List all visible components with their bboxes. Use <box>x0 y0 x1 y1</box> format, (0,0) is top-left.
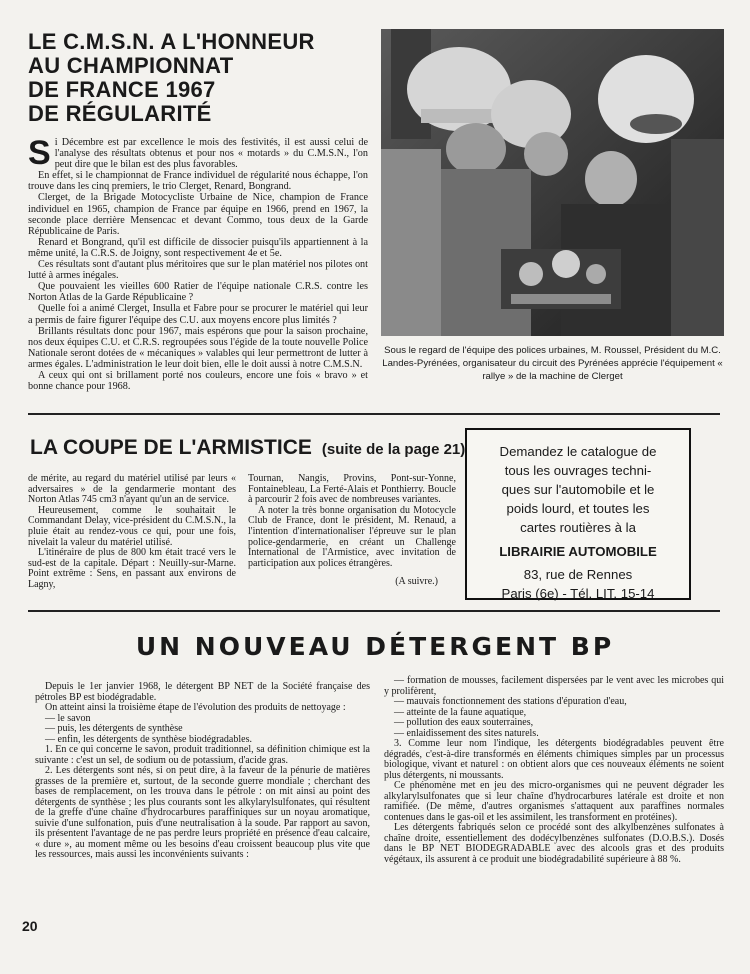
paragraph: de mérite, au regard du matériel utilisé par leurs « adversaires » de la gendarmerie montant des Norton Atlas 745 cm3 n'ayant qu'un an de service. <box>28 473 236 506</box>
list-item: — enlaidissement des sites naturels. <box>394 727 539 739</box>
ad-line: cartes routières à la <box>520 520 636 535</box>
news-photo <box>381 29 724 336</box>
article-headline <box>28 30 348 126</box>
paragraph: Clerget, de la Brigade Motocycliste Urbaine de Nice, champion de France individuel en 1965, champion de France par équipe en 1966, prend en 1967, la seconde place derrière Mensencac et devant Commo, tous deux de la Garde Républicaine de Paris. <box>28 192 368 237</box>
paragraph: Que pouvaient les vieilles 600 Ratier de l'équipe nationale C.R.S. contre les Norton Atlas de la Garde Républicaine ? <box>28 281 368 304</box>
paragraph: Depuis le 1er janvier 1968, le détergent BP NET de la Société française des pétroles BP est biodégradable. <box>35 681 370 703</box>
list-item: — mauvais fonctionnement des stations d'épuration d'eau, <box>394 696 627 707</box>
paragraph: L'itinéraire de plus de 800 km était tracé vers le sud-est de la capitale. Départ : Neuilly-sur-Marne. Point extrême : Sens, en passant aux environs de Lagny, <box>28 547 236 590</box>
photo-illustration <box>381 29 724 336</box>
article-column <box>35 682 370 861</box>
bookstore-advertisement <box>465 428 691 600</box>
article-column <box>28 474 236 591</box>
ad-line: tous les ouvrages techni- <box>504 463 652 478</box>
section-title-row <box>30 436 466 460</box>
headline-line: DE RÉGULARITÉ <box>28 101 212 126</box>
paragraph: 2. Les détergents sont nés, si on peut dire, à la faveur de la pénurie de matières grasses de la première et, surtout, de la seconde guerre mondiale ; cherchant des bases de remplacement, on les trouva dans le pétrole : on mit ainsi au point des détergents de synthèse ; les plus courants sont les alkylarylsulfonates, qui résultent de la greffe d'une chaîne d'hydrocarbures paraffiniques sur un noyau aromatique, suivie d'une sulfonation, puis d'une neutralisation à la soude. Par rapport au savon, ils présentent l'avantage de ne pas perdre leurs propriété en présence d'eau calcaire, « dure », au moment même ou les besoins d'eau croissent beaucoup plus vite que les ressources, mais aussi les inconvénients suivants : <box>35 765 370 860</box>
section-divider <box>28 413 720 415</box>
paragraph: On atteint ainsi la troisième étape de l'évolution des produits de nettoyage : <box>45 702 346 713</box>
article-column <box>248 474 456 588</box>
ad-store-name: LIBRAIRIE AUTOMOBILE <box>499 544 657 559</box>
headline-line: LE C.M.S.N. A L'HONNEUR <box>28 29 315 54</box>
paragraph: Tournan, Nangis, Provins, Pont-sur-Yonne, Fontainebleau, La Ferté-Alais et Ponthierry. Boucle à parcourir 2 fois avec de nombreuses variantes. <box>248 473 456 506</box>
paragraph: Brillants résultats donc pour 1967, mais espérons que pour la saison prochaine, nos deux équipes C.U. et C.R.S. regroupées sous l'égide de la toute nouvelle Police Nationale seront dotées de « mécaniques » valables qui leur permettront de lutter à armes égales. L'administration le leur doit bien, elle le doit aussi à notre C.M.S.N. <box>28 325 368 370</box>
article-body <box>28 134 368 393</box>
list-item: — atteinte de la faune aquatique, <box>394 706 527 718</box>
ad-city-phone: Paris (6e) - Tél. LIT. 15-14 <box>501 586 655 601</box>
headline-line: DE FRANCE 1967 <box>28 77 216 102</box>
list-item: — formation de mousses, facilement dispersées par le vent avec les microbes qui y prolifèrent, <box>384 675 724 697</box>
paragraph: A ceux qui ont si brillament porté nos couleurs, encore une fois « bravo » et bonne chance pour 1968. <box>28 369 368 393</box>
section-divider <box>28 610 720 612</box>
list-item: — puis, les détergents de synthèse <box>45 723 183 734</box>
paragraph: Ces résultats sont d'autant plus méritoires que sur le plan matériel nos pilotes ont lutté à armes inégales. <box>28 259 368 282</box>
paragraph: En effet, si le championnat de France individuel de régularité nous échappe, l'on trouve dans les cinq premiers, le trio Clerget, Renard, Bongrand. <box>28 170 368 193</box>
paragraph: i Décembre est par excellence le mois des festivités, il est aussi celui de l'analyse des résultats obtenus et pour nos « motards » du C.M.S.N., l'on peut dire que le bilan est des plus favorables. <box>54 137 368 171</box>
article-column <box>384 676 724 865</box>
list-item: — pollution des eaux souterraines, <box>394 717 534 728</box>
ad-line: poids lourd, et toutes les <box>506 501 650 516</box>
paragraph: 3. Comme leur nom l'indique, les détergents biodégradables peuvent être dégradés, c'est-à-dire transformés en éléments chimiques simples par un processus biologique, vivant et naturel : on obtient alors que ces nouveaux éléments ne soient plus détergents, ni moussants. <box>384 738 724 781</box>
paragraph: Renard et Bongrand, qu'il est difficile de dissocier puisqu'ils appartiennent à la même unité, la C.R.S. de Joigny, sont respectivement 4e et 5e. <box>28 236 368 259</box>
paragraph: Quelle foi a animé Clerget, Insulla et Fabre pour se procurer le matériel qui leur a permis de faire figurer l'équipe des C.U. aux moyens encore plus limités ? <box>28 303 368 326</box>
section-title: LA COUPE DE L'ARMISTICE <box>30 436 312 459</box>
headline-line: AU CHAMPIONNAT <box>28 53 234 78</box>
ad-address: 83, rue de Rennes <box>523 567 633 582</box>
photo-caption: Sous le regard de l'équipe des polices urbaines, M. Roussel, Président du M.C. Landes-Pyrénées, organisateur du circuit des Pyrénées apprécie l'équipement « rallye » de la machine de Clerget <box>382 345 723 382</box>
drop-cap: S <box>28 134 51 172</box>
page-number: 20 <box>22 918 38 934</box>
paragraph: A noter la très bonne organisation du Motocycle Club de France, dont le président, M. Renaud, a l'intention d'internationaliser l'épreuve sur le plan police-gendarmerie, en créant un Challenge International de l'Armistice, avec invitation de participation aux polices étrangères. <box>248 504 456 569</box>
list-item: — le savon <box>45 712 91 724</box>
section-title: UN NOUVEAU DÉTERGENT BP <box>135 632 615 661</box>
paragraph: 1. En ce qui concerne le savon, produit traditionnel, sa définition chimique est la suivante : c'est un sel, de sodium ou de potassium, d'acide gras. <box>35 744 370 766</box>
section-title-suffix: (suite de la page 21) <box>321 441 466 458</box>
paragraph: Les détergents fabriqués selon ce procédé sont des alkylbenzènes sulfonates à chaîne droite, essentiellement des dodécylbenzènes sulfonates (D.O.B.S.). Dosés dans le BP NET BIODEGRADABLE avec des alcools gras et des produits végétaux, ils assurent à ce produit une biodégradabilité supérieure à 88 %. <box>384 822 724 865</box>
list-item: — enfin, les détergents de synthèse biodégradables. <box>45 733 252 745</box>
article-signature: (A suivre.) <box>395 576 438 588</box>
ad-line: ques sur l'automobile et le <box>501 482 655 497</box>
paragraph: Ce phénomène met en jeu des micro-organismes qui ne peuvent dégrader les alkylarylsulfonates que si leur chaîne d'hydrocarbures latérale est droite et non ramifiée. (De même, d'autres organismes s'attaquent aux paraffines normales contenues dans le gas-oil et les assimilent, les transforment en protéines). <box>384 780 724 823</box>
paragraph: Heureusement, comme le souhaitait le Commandant Delay, vice-président du C.M.S.N., la pluie était au rendez-vous ce qui, pour une fois, nivelait la valeur du matériel utilisé. <box>28 504 236 548</box>
ad-line: Demandez le catalogue de <box>499 444 657 459</box>
